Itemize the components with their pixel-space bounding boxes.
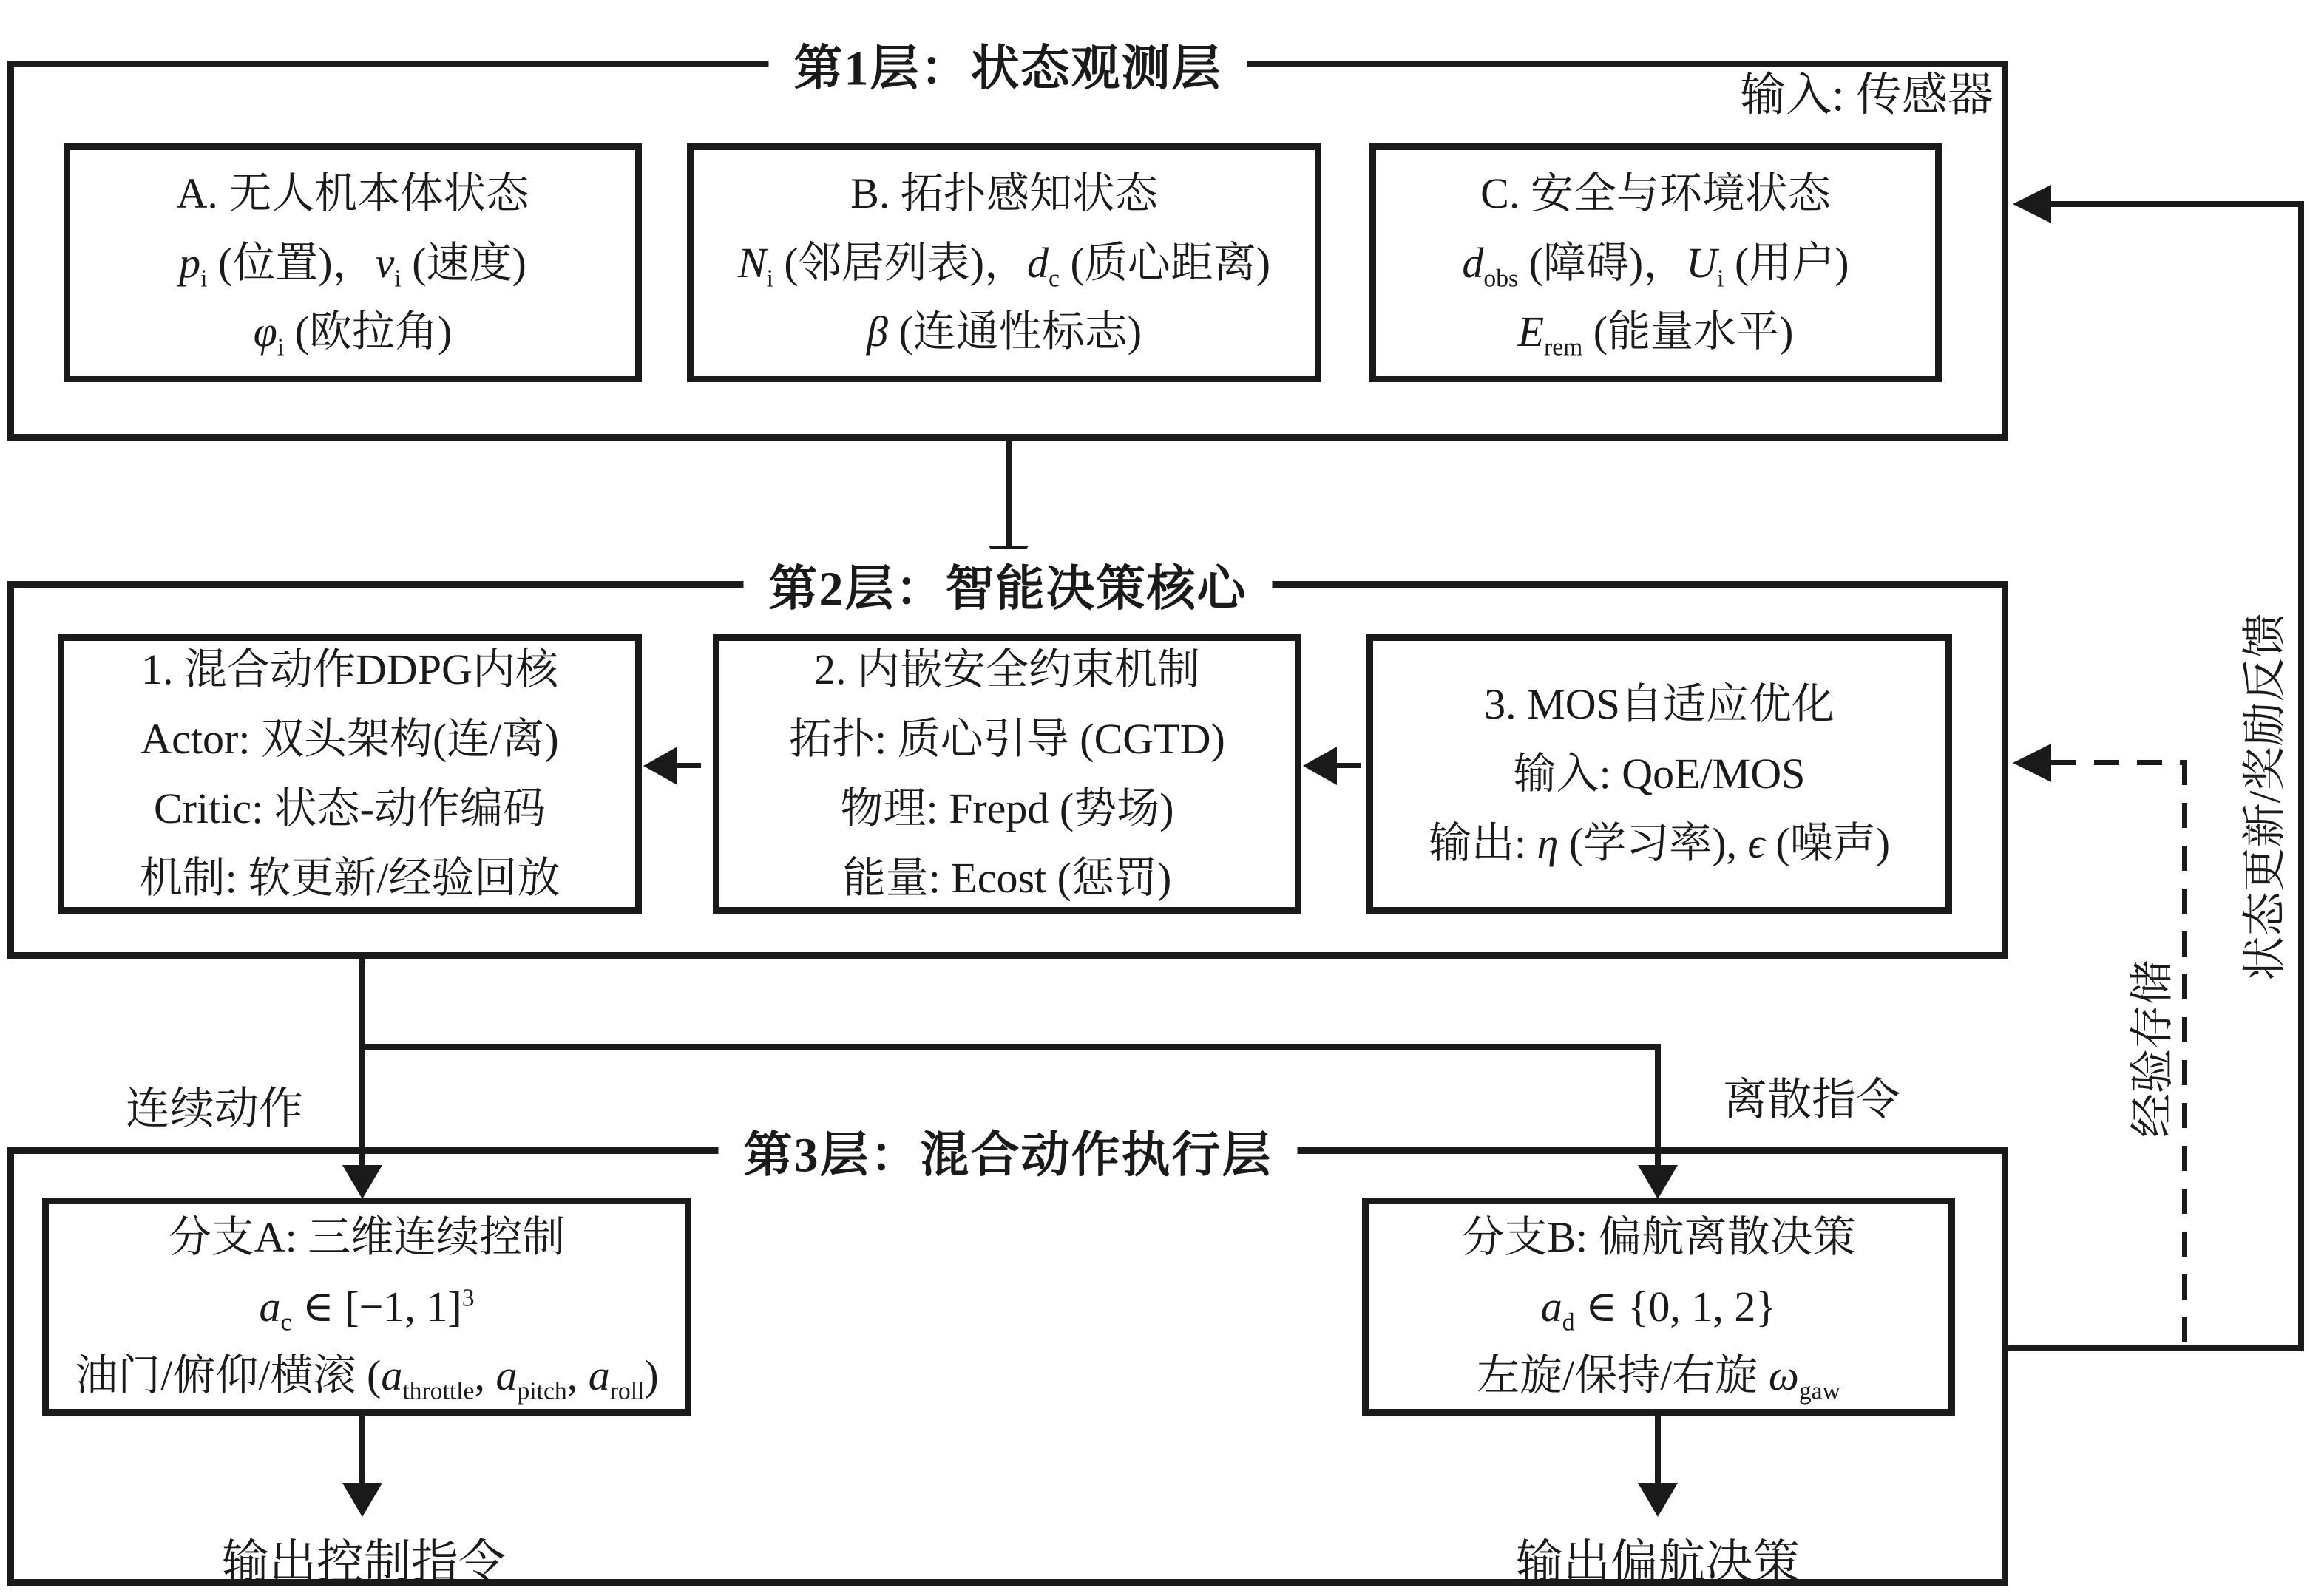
box-safety-env-state-line2: $d_{obs}$ (障碍)，$U_i$ (用户) bbox=[1462, 238, 1849, 293]
experience-vertical-line bbox=[2182, 760, 2187, 1345]
box-safety-constraint-line3: 物理: Frepd (势场) bbox=[840, 784, 1174, 832]
output-yaw-line bbox=[1655, 1416, 1661, 1486]
branch-horizontal-line bbox=[359, 1044, 1661, 1050]
output-yaw-label: 输出偏航决策 bbox=[1516, 1536, 1800, 1589]
discrete-command-label: 离散指令 bbox=[1723, 1076, 1900, 1124]
box-uav-state-line2: $p_i$ (位置)，$v_i$ (速度) bbox=[179, 238, 526, 293]
box-safety-constraint bbox=[713, 634, 1301, 914]
arrow-mos-to-constraint-head bbox=[1303, 747, 1337, 785]
box-safety-constraint-title: 2. 内嵌安全约束机制 bbox=[813, 645, 1200, 694]
branch-continuous-line bbox=[359, 959, 365, 1168]
box-branch-b-line3: 左旋/保持/右旋 $\omega_{gaw}$ bbox=[1477, 1351, 1840, 1406]
box-safety-constraint-line2: 拓扑: 质心引导 (CGTD) bbox=[789, 715, 1225, 764]
experience-arrow-head bbox=[2013, 744, 2051, 782]
arrow-constraint-to-ddpg-head bbox=[643, 747, 677, 785]
arrow-constraint-to-ddpg-line bbox=[676, 763, 713, 768]
box-mos-adaptive-line2: 输入: QoE/MOS bbox=[1513, 750, 1806, 798]
box-ddpg-core bbox=[58, 634, 642, 914]
arrow-mos-to-constraint-line bbox=[1335, 763, 1366, 768]
box-mos-adaptive bbox=[1366, 634, 1952, 914]
feedback-top-line bbox=[2050, 201, 2304, 207]
box-branch-b-title: 分支B: 偏航离散决策 bbox=[1461, 1212, 1856, 1261]
box-mos-adaptive-line3: 输出: η (学习率), ϵ (噪声) bbox=[1428, 818, 1891, 867]
box-ddpg-core-title: 1. 混合动作DDPG内核 bbox=[141, 645, 558, 694]
box-topology-state-title: B. 拓扑感知状态 bbox=[850, 169, 1158, 217]
box-uav-state-line3: $\varphi_i$ (欧拉角) bbox=[253, 308, 453, 362]
box-branch-a-title: 分支A: 三维连续控制 bbox=[168, 1212, 566, 1261]
box-safety-constraint-line4: 能量: Ecost (惩罚) bbox=[842, 853, 1172, 902]
box-topology-state-line3: β (连通性标志) bbox=[866, 308, 1142, 356]
layer1-input-label: 输入: 传感器 bbox=[1740, 70, 1994, 120]
box-branch-b bbox=[1362, 1198, 1955, 1416]
branch-discrete-line bbox=[1655, 1047, 1661, 1168]
box-uav-state bbox=[64, 143, 642, 382]
box-topology-state bbox=[687, 143, 1321, 382]
layer2-title: 第2层：智能决策核心 bbox=[744, 549, 1273, 619]
box-branch-a bbox=[42, 1198, 691, 1416]
experience-label: 经验存储 bbox=[2128, 960, 2177, 1138]
output-control-line bbox=[359, 1416, 365, 1486]
box-topology-state-line2: $N_i$ (邻居列表)，$d_c$ (质心距离) bbox=[737, 238, 1271, 293]
feedback-arrow-head bbox=[2013, 185, 2051, 223]
arrow-layer1-to-layer2-line bbox=[1006, 441, 1012, 549]
output-control-head bbox=[342, 1483, 382, 1517]
box-branch-a-line2: $a_c$ ∈ [−1, 1]$^3$ bbox=[259, 1282, 475, 1337]
box-branch-a-line3: 油门/俯仰/横滚 ($a_{throttle}$, $a_{pitch}$, $a_{roll}$) bbox=[75, 1351, 659, 1406]
box-ddpg-core-line4: 机制: 软更新/经验回放 bbox=[139, 853, 560, 902]
box-mos-adaptive-title: 3. MOS自适应优化 bbox=[1484, 680, 1835, 729]
feedback-label: 状态更新/奖励反馈 bbox=[2240, 613, 2289, 981]
output-yaw-head bbox=[1638, 1483, 1678, 1517]
layer3-title: 第3层：混合动作执行层 bbox=[719, 1115, 1298, 1186]
branch-continuous-head bbox=[342, 1165, 382, 1199]
output-control-label: 输出控制指令 bbox=[222, 1536, 506, 1589]
box-safety-env-state-title: C. 安全与环境状态 bbox=[1480, 169, 1831, 217]
box-ddpg-core-line3: Critic: 状态-动作编码 bbox=[153, 784, 546, 832]
feedback-right-line bbox=[2298, 201, 2304, 1351]
experience-top-line bbox=[2051, 760, 2185, 765]
feedback-bottom-line bbox=[2008, 1345, 2304, 1351]
box-ddpg-core-line2: Actor: 双头架构(连/离) bbox=[140, 715, 559, 764]
box-branch-b-line2: $a_d$ ∈ {0, 1, 2} bbox=[1540, 1282, 1777, 1337]
branch-discrete-head bbox=[1638, 1165, 1678, 1199]
continuous-action-label: 连续动作 bbox=[126, 1084, 303, 1133]
layer1-title: 第1层：状态观测层 bbox=[769, 29, 1247, 99]
box-safety-env-state-line3: $E_{rem}$ (能量水平) bbox=[1517, 308, 1794, 362]
box-uav-state-title: A. 无人机本体状态 bbox=[176, 169, 529, 217]
box-safety-env-state bbox=[1369, 143, 1942, 382]
